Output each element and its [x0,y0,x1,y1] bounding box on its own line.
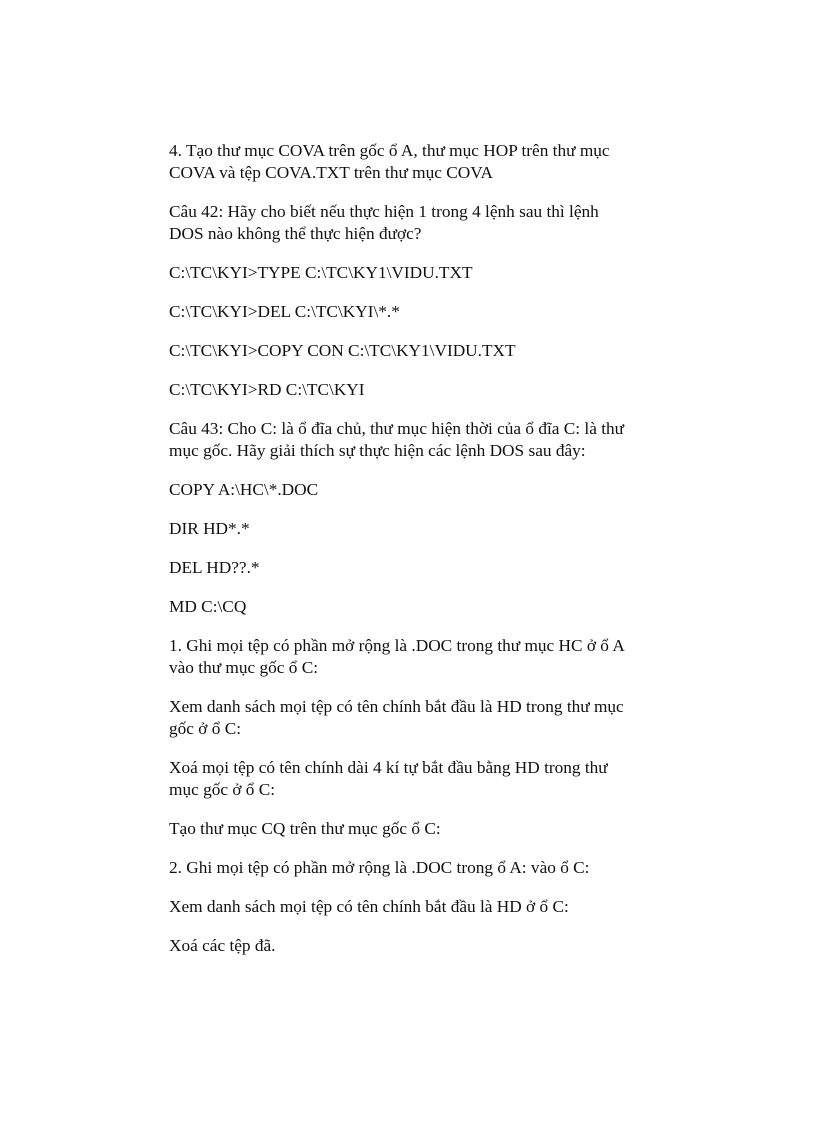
answer-1-dir: Xem danh sách mọi tệp có tên chính bắt đầu là HD trong thư mục gốc ở ổ C: [169,697,624,738]
command-del-hd: DEL HD??.* [169,558,260,577]
answer-2-copy: 2. Ghi mọi tệp có phần mở rộng là .DOC trong ổ A: vào ổ C: [169,858,590,877]
answer-4-option: 4. Tạo thư mục COVA trên gốc ổ A, thư mục HOP trên thư mục COVA và tệp COVA.TXT trên thư mục COVA [169,141,610,182]
command-rd: C:\TC\KYI>RD C:\TC\KYI [169,380,365,399]
answer-2-dir: Xem danh sách mọi tệp có tên chính bắt đầu là HD ở ổ C: [169,897,569,916]
answer-1-del: Xoá mọi tệp có tên chính dài 4 kí tự bắt đầu bằng HD trong thư mục gốc ở ổ C: [169,758,608,799]
answer-2-del: Xoá các tệp đã. [169,936,276,955]
command-copy: COPY A:\HC\*.DOC [169,480,319,499]
answer-1-md: Tạo thư mục CQ trên thư mục gốc ổ C: [169,819,441,838]
document-body [169,140,669,974]
command-md: MD C:\CQ [169,597,247,616]
question-42: Câu 42: Hãy cho biết nếu thực hiện 1 trong 4 lệnh sau thì lệnh DOS nào không thể thực hiện được? [169,202,599,243]
question-43: Câu 43: Cho C: là ổ đĩa chủ, thư mục hiện thời của ổ đĩa C: là thư mục gốc. Hãy giải thích sự thực hiện các lệnh DOS sau đây: [169,419,625,460]
command-copy-con: C:\TC\KYI>COPY CON C:\TC\KY1\VIDU.TXT [169,341,516,360]
command-type: C:\TC\KYI>TYPE C:\TC\KY1\VIDU.TXT [169,263,473,282]
command-del: C:\TC\KYI>DEL C:\TC\KYI\*.* [169,302,400,321]
command-dir: DIR HD*.* [169,519,250,538]
answer-1-copy: 1. Ghi mọi tệp có phần mở rộng là .DOC trong thư mục HC ở ổ A vào thư mục gốc ổ C: [169,636,625,677]
